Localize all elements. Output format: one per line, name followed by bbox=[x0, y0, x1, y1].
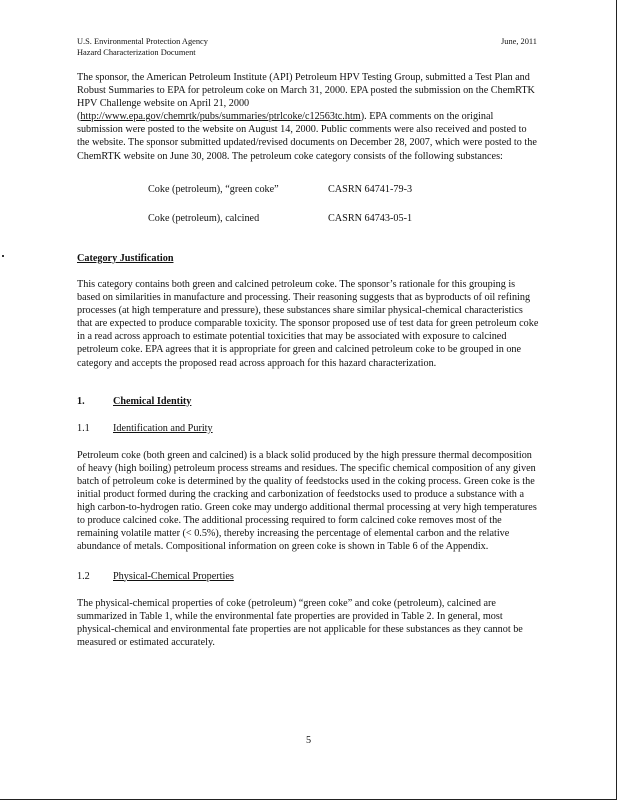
substance-casrn: CASRN 64741-79-3 bbox=[328, 183, 413, 195]
section-1-1-number: 1.1 bbox=[77, 422, 90, 434]
section-1-2-heading bbox=[77, 570, 539, 583]
section-1-2-title: Physical-Chemical Properties bbox=[113, 570, 234, 582]
intro-text-start: The sponsor, the American Petroleum Institute (API) Petroleum HPV Testing Group, submitted a Test Plan and Robust Summaries to EPA for petroleum coke on March 31, 2000. EPA posted the submission on the ChemRTK HPV Challenge website on April 21, 2000 ( bbox=[77, 72, 535, 123]
summary-link[interactable]: http://www.epa.gov/chemrtk/pubs/summaries/ptrlcoke/c12563tc.htm bbox=[80, 111, 361, 123]
header-doc-title: Hazard Characterization Document bbox=[77, 47, 196, 57]
header-agency: U.S. Environmental Protection Agency bbox=[77, 37, 208, 46]
intro-paragraph bbox=[77, 71, 539, 163]
section-1-2-number: 1.2 bbox=[77, 570, 90, 582]
page-number: 5 bbox=[305, 735, 312, 746]
intro-text-end: ). EPA comments on the original submission were posted to the website on August 14, 2000. Public comments were also received and posted to the website. The sponsor submitted updated/revised documents on December 28, 2007, which were posted to the ChemRTK website on June 30, 2008. The petroleum coke category consists of the following substances: bbox=[77, 111, 537, 162]
section-1-2-text: The physical-chemical properties of coke (petroleum) “green coke” and coke (petroleum), calcined are summarized in Table 1, while the environmental fate properties are provided in Table 2. In general, most physical-chemical and environmental fate properties are not applicable for these substances as they cannot be measured or estimated accurately. bbox=[77, 597, 523, 648]
header-date: June, 2011 bbox=[501, 37, 537, 46]
category-justification-text: This category contains both green and calcined petroleum coke. The sponsor’s rationale for this grouping is based on similarities in manufacture and processing. Their reasoning suggests that as byproducts of oil refining processes (at high temperature and pressure), these substances share similar physical-chemical characteristics that are expected to produce comparable toxicity. The sponsor proposed use of test data for green petroleum coke in a read across approach to estimate potential toxicities that may be associated with exposure to calcined petroleum coke. EPA agrees that it is appropriate for green and calcined petroleum coke to be grouped in one category and accepts the proposed read across approach for this hazard characterization. bbox=[77, 278, 539, 369]
substance-casrn: CASRN 64743-05-1 bbox=[328, 212, 413, 224]
page-header bbox=[77, 37, 537, 58]
section-1-1-text: Petroleum coke (both green and calcined) is a black solid produced by the high pressure thermal decomposition of heavy (high boiling) petroleum process streams and residues. The specific chemical composition of any given batch of petroleum coke is determined by the quality of feedstocks used in the coking process. Green coke is the initial product formed during the cracking and carbonization of feedstocks used to produce a substance with a high carbon-to-hydrogen ratio. Green coke may undergo additional thermal processing at very high temperatures to produce calcined coke. The additional processing required to form calcined coke removes most of the remaining volatile matter (< 0.5%), thereby increasing the percentage of elemental carbon and the relative abundance of metals. Compositional information on green coke is shown in Table 6 of the Appendix. bbox=[77, 449, 537, 553]
section-1-number: 1. bbox=[77, 395, 85, 407]
section-1-title: Chemical Identity bbox=[113, 395, 192, 407]
substance-name: Coke (petroleum), “green coke” bbox=[148, 183, 279, 195]
margin-mark bbox=[2, 255, 4, 257]
section-1-1-heading bbox=[77, 422, 539, 435]
substance-list bbox=[77, 183, 539, 225]
page-content bbox=[77, 71, 539, 649]
category-justification-heading: Category Justification bbox=[77, 252, 174, 264]
section-1-heading bbox=[77, 395, 539, 408]
section-1-1-title: Identification and Purity bbox=[113, 422, 213, 434]
substance-name: Coke (petroleum), calcined bbox=[148, 212, 260, 224]
